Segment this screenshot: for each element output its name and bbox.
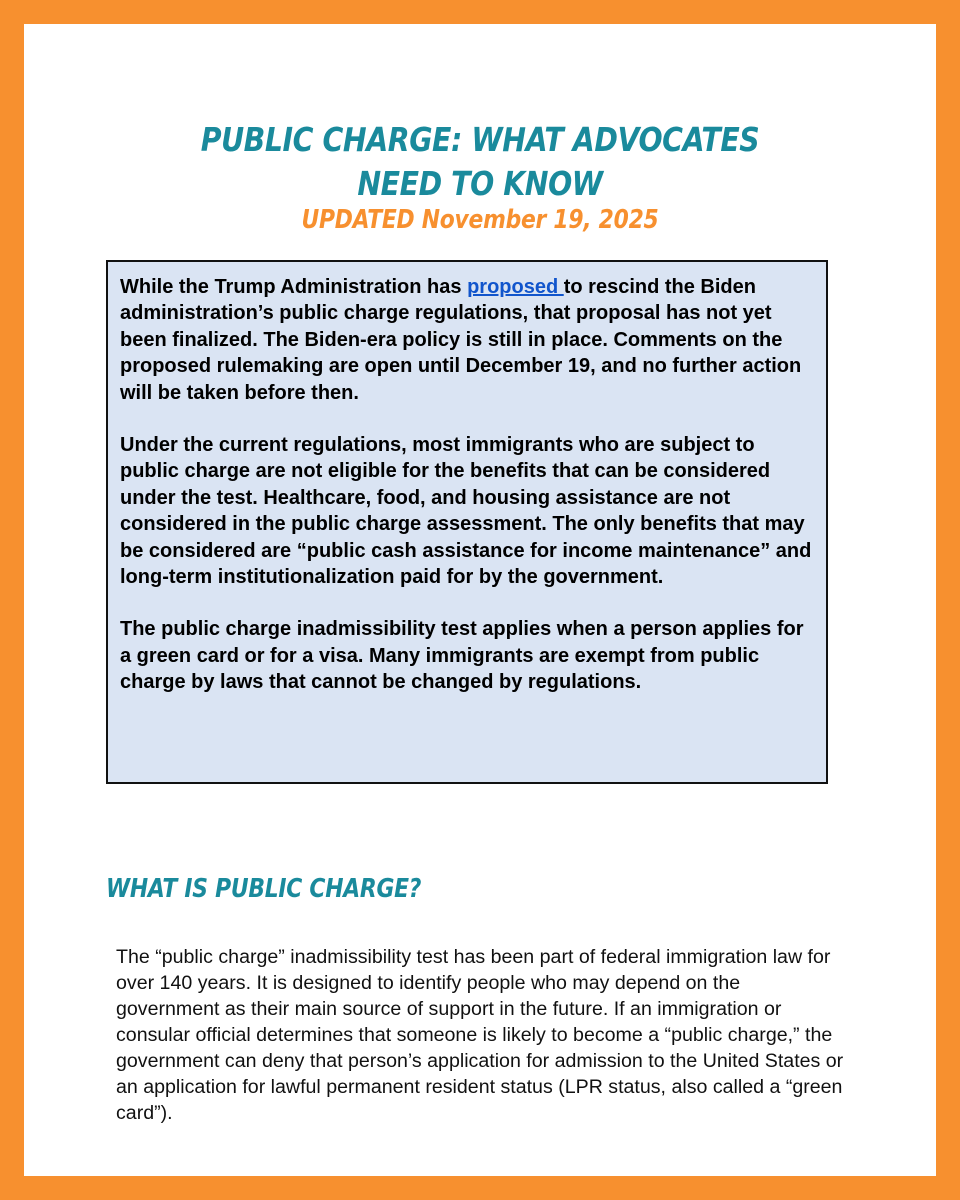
section-body-paragraph: The “public charge” inadmissibility test has been part of federal immigration law for over 140 years. It is designed to identify people who may depend on the government as their main source of support in the future. If an immigration or consular official determines that someone is likely to become a “public charge,” the government can deny that person’s application for admission to the United States or an application for lawful permanent resident status (LPR status, also called a “green card”). <box>116 946 844 1124</box>
updated-date: UPDATED November 19, 2025 <box>301 205 659 235</box>
section-heading: WHAT IS PUBLIC CHARGE? <box>106 874 422 904</box>
notice-callout-box <box>106 260 828 784</box>
callout-paragraph-1 <box>120 274 814 406</box>
callout-paragraph-3: The public charge inadmissibility test applies when a person applies for a green card or for a visa. Many immigrants are exempt from public charge by laws that cannot be changed by regulations. <box>120 618 804 694</box>
proposed-link[interactable]: proposed <box>467 276 564 298</box>
page-title: PUBLIC CHARGE: WHAT ADVOCATES NEED TO KNOW <box>200 120 760 203</box>
callout-p1-text-start: While the Trump Administration has <box>120 276 468 298</box>
callout-paragraph-2: Under the current regulations, most immigrants who are subject to public charge are not eligible for the benefits that can be considered under the test. Healthcare, food, and housing assistance are not considered in the public charge assessment. The only benefits that may be considered are “public cash assistance for income maintenance” and long-term institutionalization paid for by the government. <box>120 434 812 589</box>
document-page <box>24 24 936 1176</box>
callout-p1-text-end: to rescind the Biden administration’s public charge regulations, that proposal has not yet been finalized. The Biden-era policy is still in place. Comments on the proposed rulemaking are open until December 19, and no further action will be taken before then. <box>120 276 802 404</box>
